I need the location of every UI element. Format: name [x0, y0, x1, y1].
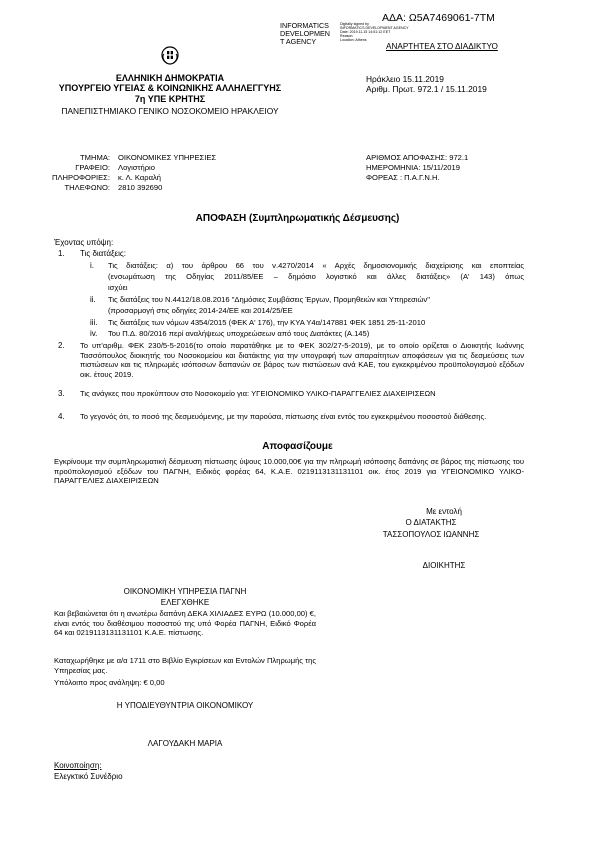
decision-number: ΑΡΙΘΜΟΣ ΑΠΟΦΑΣΗΣ: 972.1	[366, 153, 469, 162]
sub-line: Του Π.Δ. 80/2016 περί αναλήψεως υποχρεώσεων από τους Διατάκτες (Α.145)	[108, 329, 370, 338]
digital-signature-block	[280, 21, 409, 46]
org-line-2: ΥΠΟΥΡΓΕΙΟ ΥΓΕΙΑΣ & ΚΟΙΝΩΝΙΚΗΣ ΑΛΛΗΛΕΓΓΥΗΣ	[58, 83, 282, 93]
signature-details: Digitally signed by INFORMATICS DEVELOPMENT AGENCY Date: 2019.11.15 14:51:12 EET Reason: Location: Athens	[340, 22, 409, 42]
finance-checked: ΕΛΕΓΧΘΗΚΕ	[160, 598, 210, 607]
item-number-1: 1.	[58, 249, 65, 258]
item-number-4: 4.	[58, 412, 65, 421]
detail-key: ΤΗΛΕΦΩΝΟ:	[64, 183, 110, 192]
detail-value: κ. Λ. Καραλή	[118, 173, 161, 182]
notify-label: Κοινοποίηση:	[54, 761, 102, 770]
decide-title: Αποφασίζουμε	[262, 441, 333, 452]
item-4-text: Το γεγονός ότι, το ποσό της δεσμευόμενης, με την παρούσα, πίστωσης είναι εντός του εγκεκριμένου ποσοστού διάθεσης.	[80, 412, 487, 421]
posted-online-label: ΑΝΑΡΤΗΤΕΑ ΣΤΟ ΔΙΑΔΙΚΤΥΟ	[386, 42, 498, 51]
detail-value: Λογιστήριο	[118, 163, 155, 172]
item-number-2: 2.	[58, 341, 65, 350]
notify-recipient: Ελεγκτικό Συνέδριο	[54, 772, 123, 781]
sub-line: (προσαρμογή στις οδηγίες 2014-24/ΕΕ και 2014/25/ΕΕ	[108, 306, 293, 315]
detail-value: ΟΙΚΟΝΟΜΙΚΕΣ ΥΠΗΡΕΣΙΕΣ	[118, 153, 217, 162]
protocol-number: Αριθμ. Πρωτ. 972.1 / 15.11.2019	[366, 84, 487, 94]
signatory-title: ΔΙΟΙΚΗΤΗΣ	[422, 561, 466, 570]
sub-number: i.	[90, 261, 94, 270]
finance-balance: Υπόλοιπο προς ανάληψη: € 0,00	[54, 678, 165, 687]
finance-registered: Καταχωρήθηκε με α/α 1711 στο Βιβλίο Εγκρίσεων και Εντολών Πληρωμής της Υπηρεσίας μας.	[54, 656, 316, 675]
signer-line-3: T AGENCY	[280, 37, 317, 46]
sub-line: (ενσωμάτωση της Οδηγίας 2011/85/ΕΕ – δημόσιο λογιστικό και άλλες διατάξεις» (Α' 143) όπως	[108, 272, 524, 281]
item-2-text: Το υπ'αριθμ. ΦΕΚ 230/5-5-2016(το οποίο παρατάθηκε με το ΦΕΚ 302/27-5-2019), με το οποίο ορίζεται ο Διοικητής Ιωάννης Τασσόπουλος διοικητής του Νοσοκομείου και διατάκτης για την υπογραφή των απαραίτητων αποφάσεων για τις δεσμεύσεις των πιστώσεων και τις πληρωμές ισόποσων δαπανών σε βάρος των πιστώσεων ανά ΚΑΕ, του εγκεκριμένου προϋπολογισμού εξόδων οικ. έτους 2019.	[80, 341, 524, 379]
item-3-text: Τις ανάγκες που προκύπτουν στο Νοσοκομείο για: ΥΓΕΙΟΝΟΜΙΚΟ ΥΛΙΚΟ-ΠΑΡΑΓΓΕΛΙΕΣ ΔΙΑΧΕΙΡΙΣΕΩΝ	[80, 389, 436, 398]
decision-date: ΗΜΕΡΟΜΗΝΙΑ: 15/11/2019	[366, 163, 460, 172]
signatory-role: Ο ΔΙΑΤΑΚΤΗΣ	[405, 518, 457, 527]
finance-director-name: ΛΑΓΟΥΔΑΚΗ ΜΑΡΙΑ	[147, 739, 223, 748]
contact-details	[0, 153, 340, 193]
decision-title: ΑΠΟΦΑΣΗ (Συμπληρωματικής Δέσμευσης)	[195, 213, 400, 224]
ada-code: ΑΔΑ: Ω5Α7469061-7ΤΜ	[382, 12, 495, 24]
sub-line: Τις διατάξεις των νόμων 4354/2015 (ΦΕΚ Α' 176), την ΚΥΑ Υ4α/147881 ΦΕΚ 1851 25-11-2010	[108, 318, 426, 327]
sub-number: ii.	[90, 295, 96, 304]
hospital-name: ΠΑΝΕΠΙΣΤΗΜΙΑΚΟ ΓΕΝΙΚΟ ΝΟΣΟΚΟΜΕΙΟ ΗΡΑΚΛΕΙΟΥ	[61, 106, 279, 116]
place-date: Ηράκλειο 15.11.2019	[366, 74, 444, 84]
sub-line: ισχύει	[108, 283, 128, 292]
detail-value: 2810 392690	[118, 183, 163, 192]
signatory-name: ΤΑΣΣΟΠΟΥΛΟΣ ΙΩΑΝΝΗΣ	[382, 530, 480, 539]
by-order: Με εντολή	[426, 507, 462, 516]
finance-director-title: Η ΥΠΟΔΙΕΥΘΥΝΤΡΙΑ ΟΙΚΟΝΟΜΙΚΟΥ	[116, 701, 254, 710]
considering-label: Έχοντας υπόψη:	[54, 238, 114, 247]
decide-text: Εγκρίνουμε την συμπληρωματική δέσμευση πίστωσης ύψους 10.000,00€ για την πληρωμή ισόποσης δαπάνης σε βάρος της πίστωσης του προϋπολογισμού εξόδων του ΠΑΓΝΗ, Ειδικός φορέας 64, Κ.Α.Ε. 0219113131131101 οικ. έτος 2019 για ΥΓΕΙΟΝΟΜΙΚΟ ΥΛΙΚΟ-ΠΑΡΑΓΓΕΛΙΕΣ ΔΙΑΧΕΙΡΙΣΕΩΝ	[54, 457, 524, 486]
item-number-3: 3.	[58, 389, 65, 398]
signer-line-2: DEVELOPMEN	[280, 29, 330, 38]
org-line-1: ΕΛΛΗΝΙΚΗ ΔΗΜΟΚΡΑΤΙΑ	[115, 73, 225, 83]
greek-emblem-icon	[158, 44, 182, 68]
sub-line: Τις διατάξεις του Ν.4412/18.08.2016 "Δημόσιες Συμβάσεις Έργων, Προμηθειών και Υπηρεσιών"	[108, 295, 430, 304]
item-1-label: Τις διατάξεις:	[80, 249, 126, 258]
detail-key: ΠΛΗΡΟΦΟΡΙΕΣ:	[51, 173, 110, 182]
detail-key: ΤΜΗΜΑ:	[80, 153, 110, 162]
signer-line-1: INFORMATICS	[280, 21, 329, 30]
sub-number: iii.	[90, 318, 98, 327]
finance-service: ΟΙΚΟΝΟΜΙΚΗ ΥΠΗΡΕΣΙΑ ΠΑΓΝΗ	[123, 587, 247, 596]
org-line-3: 7η ΥΠΕ ΚΡΗΤΗΣ	[134, 94, 206, 104]
decision-body: ΦΟΡΕΑΣ : Π.Α.Γ.Ν.Η.	[366, 173, 440, 182]
finance-body: Και βεβαιώνεται ότι η ανωτέρω δαπάνη ΔΕΚΑ ΧΙΛΙΑΔΕΣ ΕΥΡΩ (10.000,00) €, είναι εντός του διαθέσιμου ποσοστού της υπό Φορέα ΠΑΓΝΗ, Ειδικό Φορέα 64 και 0219113131131101 Κ.Α.Ε. πίστωσης.	[54, 609, 316, 638]
sub-number: iv.	[90, 329, 98, 338]
sub-line: Τις διατάξεις: α) του άρθρου 66 του ν.4270/2014 « Αρχές δημοσιονομικής διαχείρισης και εποπτείας	[108, 261, 524, 270]
detail-key: ΓΡΑΦΕΙΟ:	[75, 163, 110, 172]
